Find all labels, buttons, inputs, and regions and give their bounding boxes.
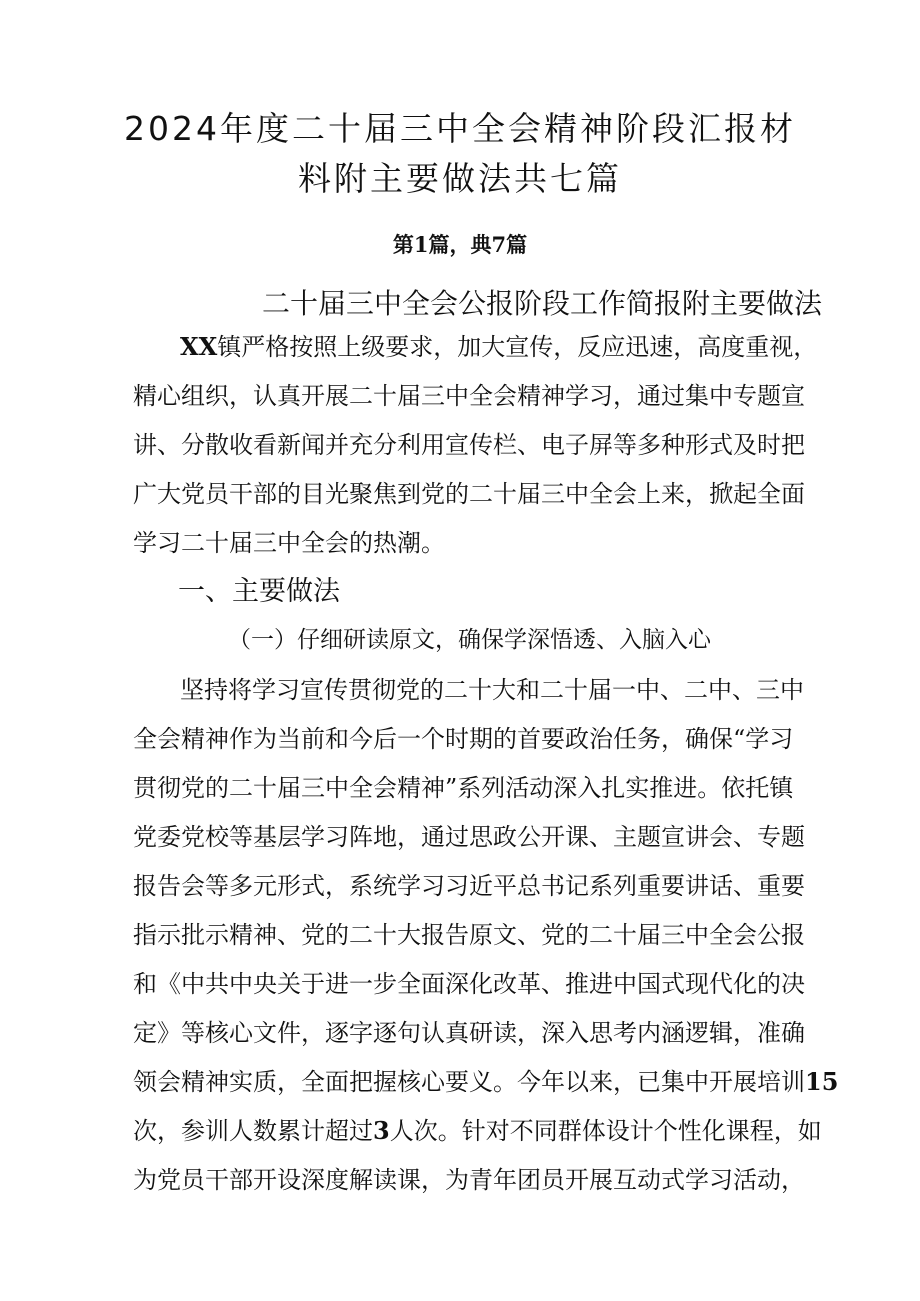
document-title-line-2: 料附主要做法共七篇 <box>298 159 622 198</box>
participants-text-b: 人次。针对不同群体设计个性化课程，如 <box>389 1117 822 1145</box>
intro-line-3: 讲、分散收看新闻并充分利用宣传栏、电子屏等多种形式及时把 <box>133 431 805 459</box>
participants-text-a: 次，参训人数累计超过 <box>133 1117 373 1145</box>
body-line-5: 报告会等多元形式，系统学习习近平总书记系列重要讲话、重要 <box>133 872 805 900</box>
body-line-1: 坚持将学习宣传贯彻党的二十大和二十届一中、二中、三中 <box>180 676 804 704</box>
body-line-10 <box>133 1114 822 1148</box>
intro-line-1 <box>180 330 817 364</box>
intro-prefix: XX <box>180 332 218 361</box>
body-line-2: 全会精神作为当前和今后一个时期的首要政治任务，确保“学习 <box>133 725 794 753</box>
document-title-line-1: 2024年度二十届三中全会精神阶段汇报材 <box>124 109 796 148</box>
participants-count: 3 <box>373 1116 390 1145</box>
section-heading: 一、主要做法 <box>178 576 340 607</box>
body-line-6: 指示批示精神、党的二十大报告原文、党的二十届三中全会公报 <box>133 921 805 949</box>
body-line-11: 为党员干部开设深度解读课，为青年团员开展互动式学习活动， <box>133 1166 805 1194</box>
intro-line-5: 学习二十届三中全会的热潮。 <box>133 529 445 557</box>
subsection-heading: （一）仔细研读原文，确保学深悟透、入脑入心 <box>228 627 711 653</box>
body-line-9 <box>133 1065 838 1099</box>
intro-line-4: 广大党员干部的目光聚焦到党的二十届三中全会上来，掀起全面 <box>133 480 805 508</box>
article-number: 第1篇，典7篇 <box>392 232 528 257</box>
article-subtitle: 二十届三中全会公报阶段工作简报附主要做法 <box>262 287 823 320</box>
intro-line-1-text: 镇严格按照上级要求，加大宣传，反应迅速，高度重视， <box>217 333 818 361</box>
body-line-3: 贯彻党的二十届三中全会精神”系列活动深入扎实推进。依托镇 <box>133 774 794 802</box>
body-line-4: 党委党校等基层学习阵地，通过思政公开课、主题宣讲会、专题 <box>133 823 805 851</box>
body-line-7: 和《中共中央关于进一步全面深化改革、推进中国式现代化的决 <box>133 970 805 998</box>
intro-line-2: 精心组织，认真开展二十届三中全会精神学习，通过集中专题宣 <box>133 382 805 410</box>
training-count: 15 <box>805 1067 839 1096</box>
training-text: 领会精神实质，全面把握核心要义。今年以来，已集中开展培训 <box>133 1068 805 1096</box>
body-line-8: 定》等核心文件，逐字逐句认真研读，深入思考内涵逻辑，准确 <box>133 1019 805 1047</box>
